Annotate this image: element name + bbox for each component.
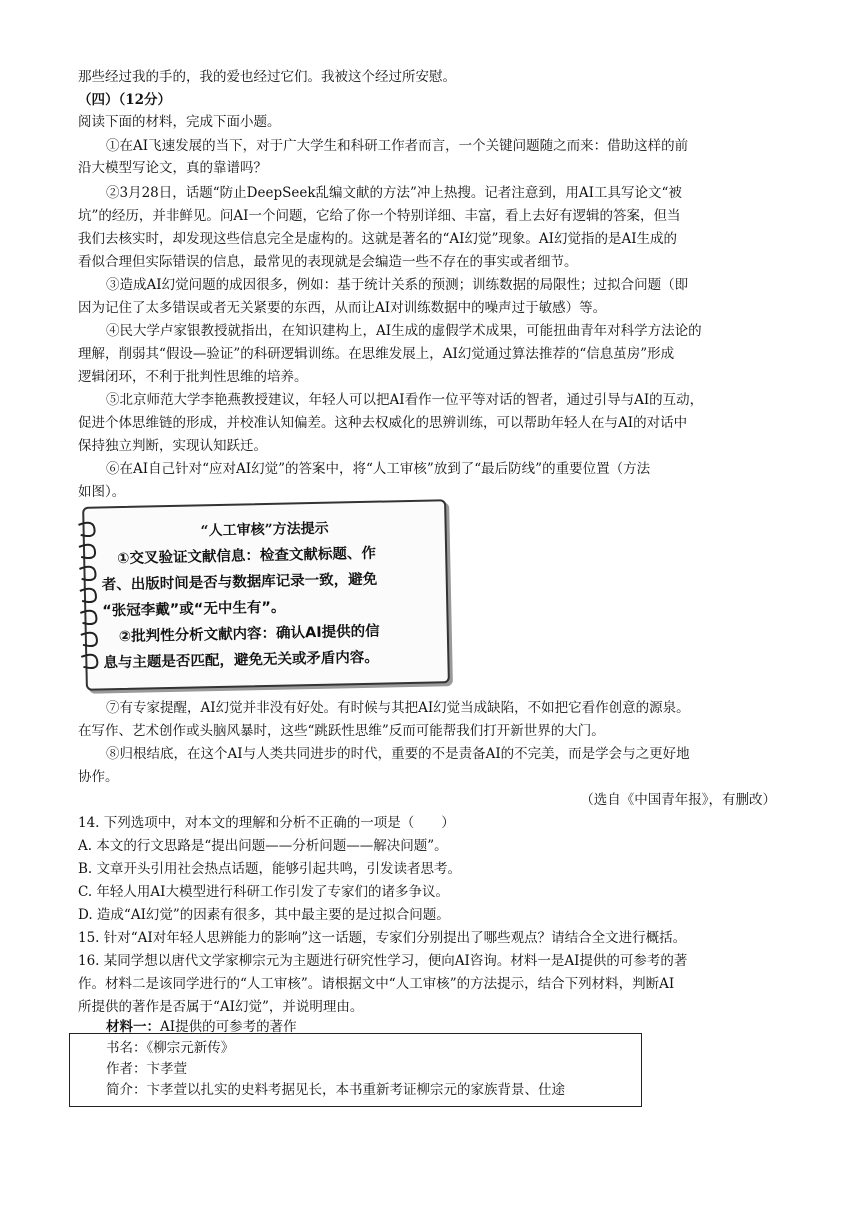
paragraph-6: ⑥在AI自己针对“应对AI幻觉”的答案中，将“人工审核”放到了“最后防线”的重要位置（方法 bbox=[106, 461, 651, 477]
option-c: C. 年轻人用AI大模型进行科研工作引发了专家们的诸多争议。 bbox=[78, 884, 450, 900]
book-author: 作者：卞孝萱 bbox=[106, 1061, 187, 1077]
text-line: 那些经过我的手的，我的爱也经过它们。我被这个经过所安慰。 bbox=[78, 69, 456, 85]
card-line: 息与主题是否匹配，避免无关或矛盾内容。 bbox=[103, 649, 380, 672]
option-b: B. 文章开头引用社会热点话题，能够引起共鸣，引发读者思考。 bbox=[78, 861, 462, 877]
paragraph-4-cont: 理解，削弱其“假设—验证”的科研逻辑训练。在思维发展上，AI幻觉通过算法推荐的“信息茧房”形成 bbox=[78, 346, 675, 362]
paragraph-7-cont: 在写作、艺术创作或头脑风暴时，这些“跳跃性思维”反而可能帮我们打开新世界的大门。 bbox=[78, 723, 605, 739]
manual-review-card bbox=[82, 499, 450, 691]
paragraph-2-cont: 坑”的经历，并非鲜见。问AI一个问题，它给了你一个特别详细、丰富，看上去好有逻辑的答案，但当 bbox=[78, 208, 681, 224]
question-15: 15. 针对“AI对年轻人思辨能力的影响”这一话题，专家们分别提出了哪些观点？请结合全文进行概括。 bbox=[78, 930, 687, 946]
paragraph-4-cont: 逻辑闭环，不利于批判性思维的培养。 bbox=[78, 369, 308, 385]
option-d: D. 造成“AI幻觉”的因素有很多，其中最主要的是过拟合问题。 bbox=[78, 907, 450, 923]
book-intro: 简介：卞孝萱以扎实的史料考据见长，本书重新考证柳宗元的家族背景、仕途 bbox=[106, 1082, 565, 1098]
instruction: 阅读下面的材料，完成下面小题。 bbox=[78, 114, 281, 130]
material-label-rest: AI提供的可参考的著作 bbox=[160, 1019, 297, 1035]
paragraph-3: ③造成AI幻觉问题的成因很多，例如：基于统计关系的预测；训练数据的局限性；过拟合问题（即 bbox=[106, 277, 689, 293]
paragraph-6-cont: 如图）。 bbox=[78, 484, 126, 500]
paragraph-2-cont: 看似合理但实际错误的信息，最常见的表现就是会编造一些不存在的事实或者细节。 bbox=[78, 254, 578, 270]
paragraph-7: ⑦有专家提醒，AI幻觉并非没有好处。有时候与其把AI幻觉当成缺陷，不如把它看作创意的源泉。 bbox=[106, 700, 690, 716]
paragraph-5-cont: 促进个体思维链的形成，并校准认知偏差。这种去权威化的思辨训练，可以帮助年轻人在与AI的对话中 bbox=[78, 415, 688, 431]
paragraph-2: ②3月28日，话题“防止DeepSeek乱编文献的方法”冲上热搜。记者注意到，用AI工具写论文“被 bbox=[106, 185, 682, 201]
paragraph-4: ④民大学卢家银教授就指出，在知识建构上，AI生成的虚假学术成果，可能扭曲青年对科学方法论的 bbox=[106, 323, 702, 339]
source-note: （选自《中国青年报》，有删改） bbox=[580, 792, 776, 808]
paragraph-8: ⑧归根结底，在这个AI与人类共同进步的时代，重要的不是责备AI的不完美，而是学会与之更好地 bbox=[106, 746, 690, 762]
material-label: 材料一： bbox=[106, 1019, 160, 1035]
paragraph-8-cont: 协作。 bbox=[78, 769, 119, 785]
paragraph-5-cont: 保持独立判断，实现认知跃迁。 bbox=[78, 438, 267, 454]
question-14: 14. 下列选项中，对本文的理解和分析不正确的一项是（ ） bbox=[78, 815, 455, 831]
paragraph-1: ①在AI飞速发展的当下，对于广大学生和科研工作者而言，一个关键问题随之而来：借助这样的前 bbox=[106, 138, 689, 154]
paragraph-2-cont: 我们去核实时，却发现这些信息完全是虚构的。这就是著名的“AI幻觉”现象。AI幻觉指的是AI生成的 bbox=[78, 231, 678, 247]
card-line: “张冠李戴”或“无中生有”。 bbox=[102, 599, 286, 620]
card-line: ②批判性分析文献内容：确认AI提供的信 bbox=[118, 623, 380, 646]
card-title: “人工审核”方法提示 bbox=[200, 520, 329, 540]
section-heading: （四）（12分） bbox=[78, 92, 172, 108]
card-line: ①交叉验证文献信息：检查文献标题、作 bbox=[117, 545, 377, 568]
paragraph-1-cont: 沿大模型写论文，真的靠谱吗？ bbox=[78, 160, 267, 176]
question-16-cont: 所提供的著作是否属于“AI幻觉”，并说明理由。 bbox=[78, 999, 364, 1015]
card-line: 者、出版时间是否与数据库记录一致，避免 bbox=[101, 571, 378, 594]
paragraph-3-cont: 因为记住了太多错误或者无关紧要的东西，从而让AI对训练数据中的噪声过于敏感）等。 bbox=[78, 300, 607, 316]
book-title: 书名：《柳宗元新传》 bbox=[106, 1040, 235, 1056]
question-16: 16. 某同学想以唐代文学家柳宗元为主题进行研究性学习，便向AI咨询。材料一是AI提供的可参考的著 bbox=[78, 953, 688, 969]
paragraph-5: ⑤北京师范大学李艳燕教授建议，年轻人可以把AI看作一位平等对话的智者，通过引导与AI的互动， bbox=[106, 392, 704, 408]
question-16-cont: 作。材料二是该同学进行的“人工审核”。请根据文中“人工审核”的方法提示，结合下列材料，判断AI bbox=[78, 976, 675, 992]
option-a: A. 本文的行文思路是“提出问题——分析问题——解决问题”。 bbox=[78, 838, 448, 854]
material-box bbox=[69, 1033, 642, 1107]
